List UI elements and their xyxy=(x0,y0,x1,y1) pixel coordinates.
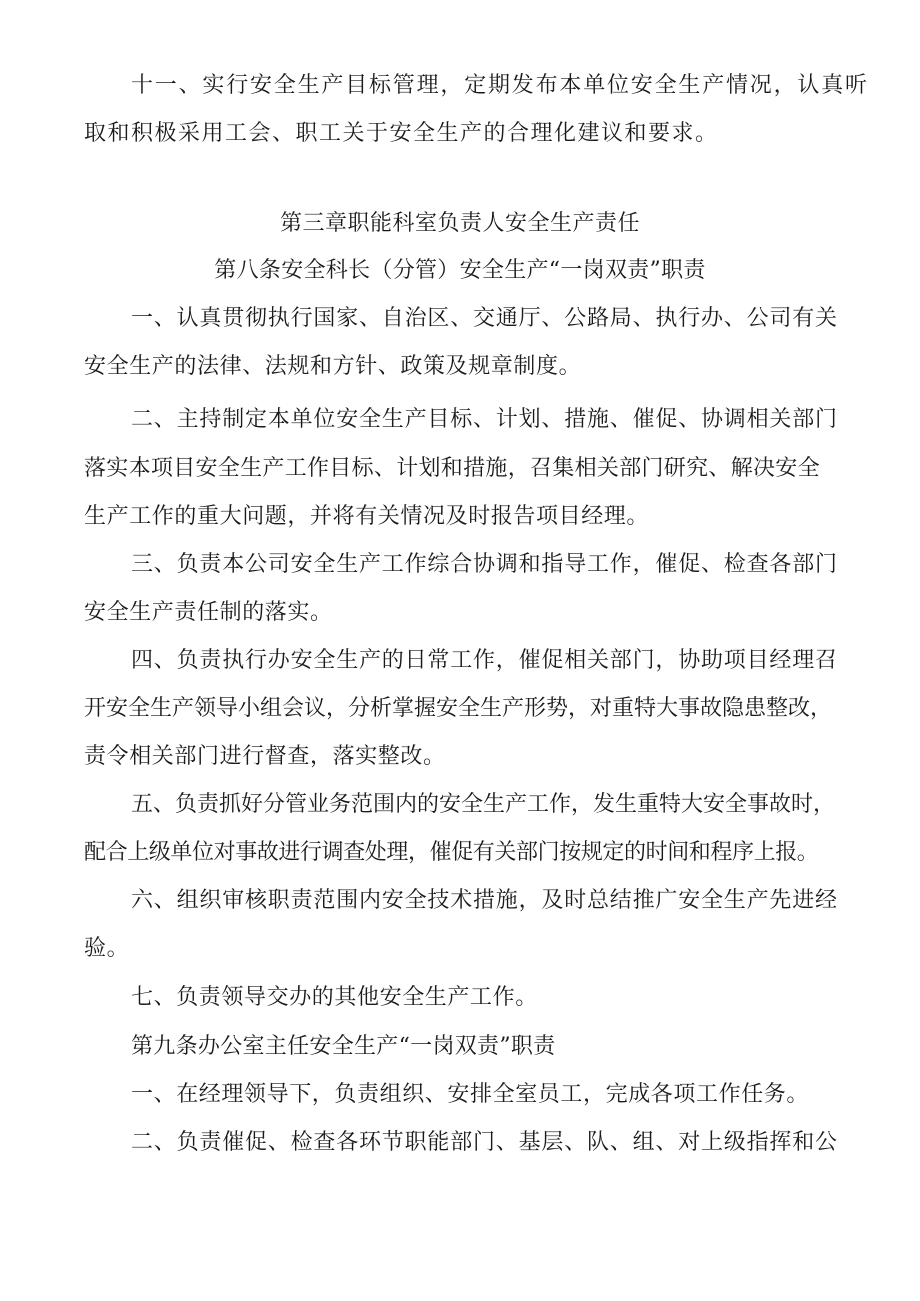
paragraph-eleven-line-1: 十一、实行安全生产目标管理，定期发布本单位安全生产情况，认真听 xyxy=(131,73,869,98)
a8-p7-line-1: 七、负责领导交办的其他安全生产工作。 xyxy=(131,985,538,1010)
a8-p1-line-1: 一、认真贯彻执行国家、自治区、交通厅、公路局、执行办、公司有关 xyxy=(131,306,838,331)
a8-p6-line-1: 六、组织审核职责范围内安全技术措施，及时总结推广安全生产先进经 xyxy=(131,888,838,913)
a8-p3-line-2: 安全生产责任制的落实。 xyxy=(84,600,333,625)
a8-p4-line-2: 开安全生产领导小组会议，分析掌握安全生产形势，对重特大事故隐患整改， xyxy=(84,696,833,721)
a8-p2-line-2: 落实本项目安全生产工作目标、计划和措施，召集相关部门研究、解决安全 xyxy=(84,456,820,481)
a8-p5-line-1: 五、负责抓好分管业务范围内的安全生产工作，发生重特大安全事故时， xyxy=(131,792,836,817)
a8-p4-line-1: 四、负责执行办安全生产的日常工作，催促相关部门，协助项目经理召 xyxy=(131,648,838,673)
a8-p6-line-2: 验。 xyxy=(84,936,130,961)
chapter-3-heading: 第三章职能科室负责人安全生产责任 xyxy=(279,211,640,236)
a8-p1-line-2: 安全生产的法律、法规和方针、政策及规章制度。 xyxy=(84,354,582,379)
article-9-heading: 第九条办公室主任安全生产“一岗双责”职责 xyxy=(131,1034,556,1059)
paragraph-eleven-line-2: 取和积极采用工会、职工关于安全生产的合理化建议和要求。 xyxy=(84,121,719,146)
article-8-heading: 第八条安全科长（分管）安全生产“一岗双责”职责 xyxy=(214,258,706,283)
a8-p2-line-3: 生产工作的重大问题，并将有关情况及时报告项目经理。 xyxy=(84,504,650,529)
a9-p2-line-1: 二、负责催促、检查各环节职能部门、基层、队、组、对上级指挥和公 xyxy=(131,1130,838,1155)
a8-p2-line-1: 二、主持制定本单位安全生产目标、计划、措施、催促、协调相关部门 xyxy=(131,407,838,432)
a8-p4-line-3: 责令相关部门进行督查，落实整改。 xyxy=(84,744,446,769)
a8-p3-line-1: 三、负责本公司安全生产工作综合协调和指导工作，催促、检查各部门 xyxy=(131,552,838,577)
a8-p5-line-2: 配合上级单位对事故进行调查处理，催促有关部门按规定的时间和程序上报。 xyxy=(84,840,819,865)
a9-p1-line-1: 一、在经理领导下，负责组织、安排全室员工，完成各项工作任务。 xyxy=(131,1082,810,1107)
